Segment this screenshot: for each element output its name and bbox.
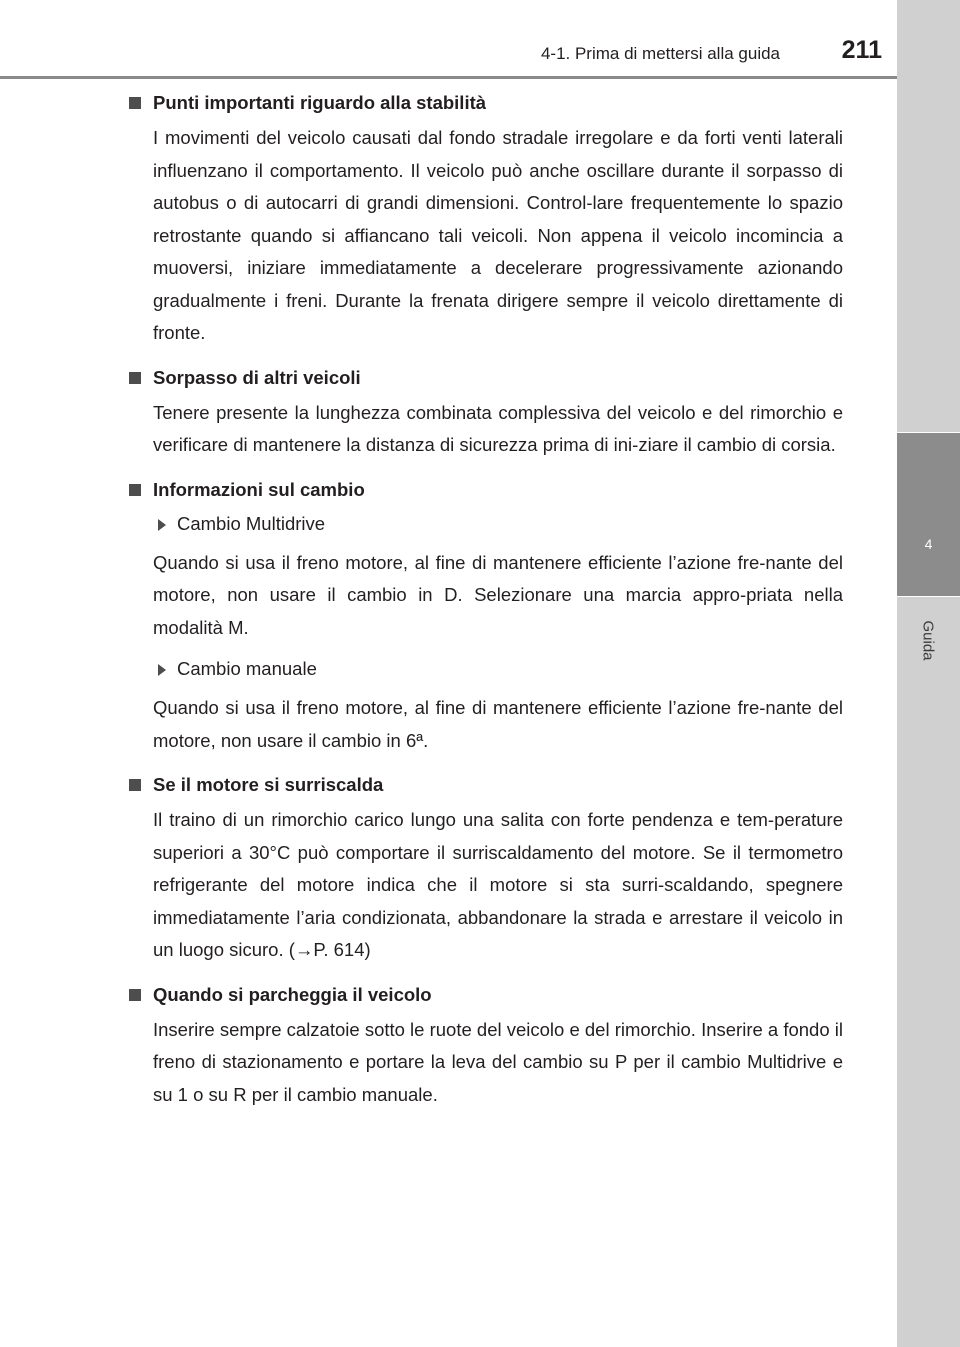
header-divider [0,76,960,79]
sub-item [177,509,843,539]
sub-item-label: Cambio manuale [177,658,317,679]
chapter-number: 4 [924,536,933,552]
section-stability [125,88,843,350]
section-heading [125,363,843,393]
section-parking [125,980,843,1112]
section-heading-text: Punti importanti riguardo alla stabilità [153,92,487,113]
section-heading [125,980,843,1010]
triangle-bullet-icon [158,664,166,676]
square-bullet-icon [129,484,141,496]
side-tab-upper-band [897,0,960,432]
section-heading-text: Se il motore si surriscalda [153,774,384,795]
sub-item [177,654,843,684]
chapter-label: Guida [919,620,937,661]
triangle-bullet-icon [158,519,166,531]
side-tab-active-band [897,433,960,596]
square-bullet-icon [129,372,141,384]
section-overheating [125,770,843,967]
paragraph: Quando si usa il freno motore, al fine di mantenere efficiente l’azione fre-nante del motore, non usare il cambio in 6ª. [153,697,843,751]
chapter-side-tab [897,0,960,1347]
section-heading [125,88,843,118]
paragraph: I movimenti del veicolo causati dal fondo stradale irregolare e da forti venti laterali influenzano il comportamento. Il veicolo può anche oscillare durante il sorpasso di autobus o di autocarri di grandi dimensioni. Control-lare frequentemente lo spazio retrostante quando si affiancano tali veicoli. Non appena il veicolo incomincia a muoversi, iniziare immediatamente a decelerare progressivamente azionando gradualmente i freni. Durante la frenata dirigere sempre il veicolo direttamente di fronte. [153,127,843,343]
section-overtaking [125,363,843,462]
section-heading-text: Quando si parcheggia il veicolo [153,983,432,1005]
section-heading [125,475,843,505]
section-heading-text: Sorpasso di altri veicoli [153,366,361,388]
section-title: 4-1. Prima di mettersi alla guida [540,44,780,63]
paragraph: Tenere presente la lunghezza combinata complessiva del veicolo e del rimorchio e verificare di mantenere la distanza di sicurezza prima di ini-ziare il cambio di corsia. [153,401,843,455]
section-heading [125,770,843,800]
side-tab-lower-band [897,597,960,1347]
page-header [0,0,960,80]
paragraph: Quando si usa il freno motore, al fine di mantenere efficiente l’azione fre-nante del motore, non usare il cambio in D. Selezionare una marcia appro-priata nella modalità M. [153,551,843,638]
square-bullet-icon [129,989,141,1001]
sub-item-label: Cambio Multidrive [177,512,326,534]
page-body [125,88,843,1124]
square-bullet-icon [129,779,141,791]
paragraph: Il traino di un rimorchio carico lungo una salita con forte pendenza e tem-perature superiori a 30°C può comportare il surriscaldamento del motore. Se il termometro refrigerante del motore indica che il motore si sta surri-scaldando, spegnere immediatamente l’aria condizionata, abbandonare la strada e arrestare il veicolo in un luogo sicuro. (→P. 614) [153,809,843,960]
section-heading-text: Informazioni sul cambio [153,478,365,500]
section-transmission [125,475,843,758]
square-bullet-icon [129,97,141,109]
paragraph: Inserire sempre calzatoie sotto le ruote del veicolo e del rimorchio. Inserire a fondo il freno di stazionamento e portare la leva del cambio su P per il cambio Multidrive e su 1 o su R per il cambio manuale. [153,1018,843,1105]
page-number: 211 [841,36,882,64]
